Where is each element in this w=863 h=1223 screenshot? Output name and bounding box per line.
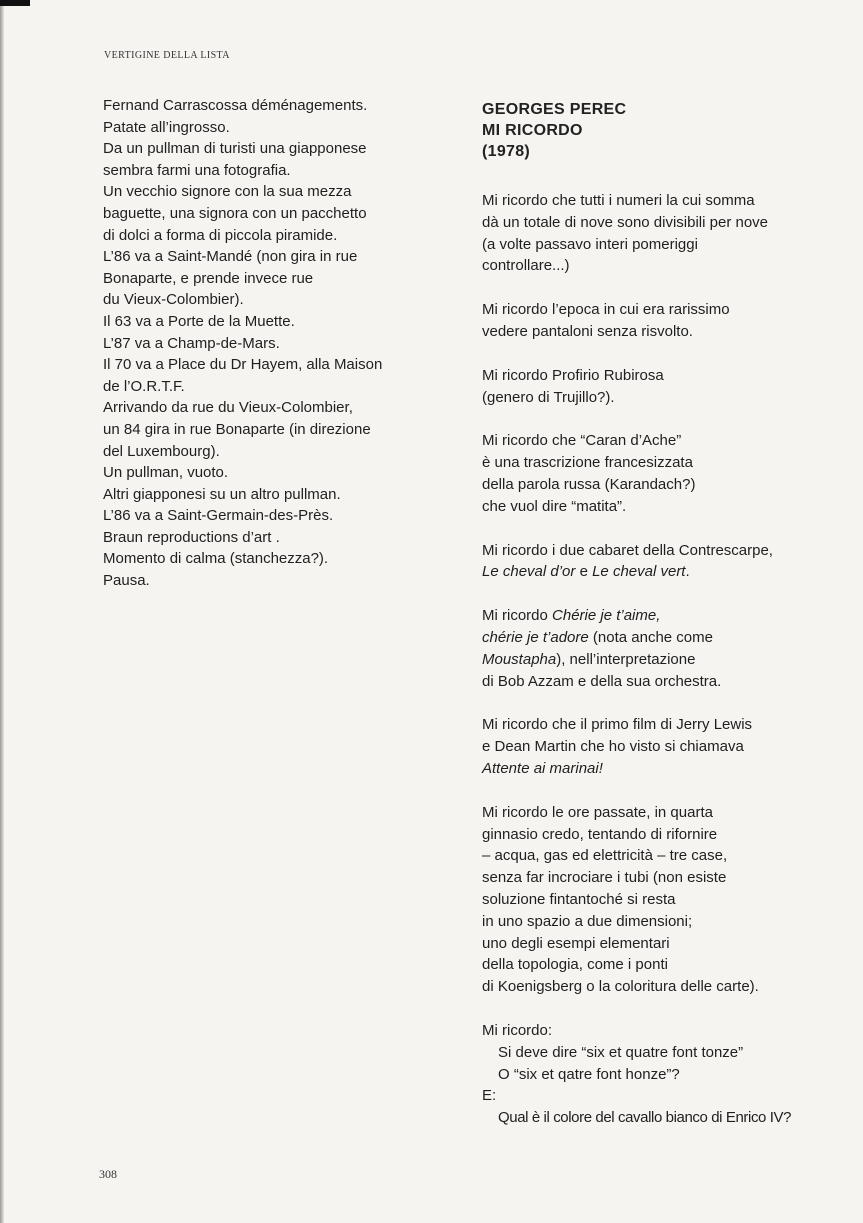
work-year: (1978): [482, 143, 531, 160]
text-line: E:: [482, 1087, 497, 1105]
text-line: Mi ricordo i due cabaret della Contrescarpe,: [482, 541, 773, 559]
left-line: Bonaparte, e prende invece rue: [103, 269, 314, 287]
italic-title: Le cheval vert: [592, 563, 686, 581]
text-line: – acqua, gas ed elettricità – tre case,: [482, 847, 728, 865]
text-line: e Dean Martin che ho visto si chiamava: [482, 738, 744, 756]
left-line: du Vieux-Colombier).: [103, 291, 244, 309]
text-line: Mi ricordo:: [482, 1021, 553, 1039]
italic-title: Chérie je t’aime,: [552, 607, 661, 625]
text-line: della parola russa (Karandach?): [482, 475, 696, 493]
text-line: soluzione fintantoché si resta: [482, 890, 676, 908]
italic-title: Le cheval d’or: [482, 563, 576, 581]
text-line: [482, 605, 832, 627]
left-line: Pausa.: [103, 572, 150, 590]
left-line: Da un pullman di turisti una giapponese: [103, 140, 367, 158]
left-line: L’87 va a Champ-de-Mars.: [103, 334, 280, 352]
text-line: Si deve dire “six et quatre font tonze”: [498, 1043, 744, 1061]
left-line: di dolci a forma di piccola piramide.: [103, 226, 338, 244]
left-line: Fernand Carrascossa déménagements.: [103, 97, 368, 114]
left-line: del Luxembourg).: [103, 442, 220, 460]
paragraph-5: [482, 540, 832, 584]
text-line: Mi ricordo le ore passate, in quarta: [482, 803, 713, 821]
paragraph-8: [482, 802, 832, 998]
page-number: 308: [99, 1167, 117, 1181]
text-fragment: ), nell’interpretazione: [556, 650, 696, 668]
left-line: Il 63 va a Porte de la Muette.: [103, 312, 295, 330]
left-line: L’86 va a Saint-Germain-des-Près.: [103, 507, 334, 525]
left-line: Un pullman, vuoto.: [103, 464, 229, 482]
text-line: ginnasio credo, tentando di rifornire: [482, 825, 718, 843]
text-line: Mi ricordo che il primo film di Jerry Lewis: [482, 716, 753, 734]
text-line: [482, 627, 832, 649]
scan-edge: [0, 0, 4, 1223]
left-line: Un vecchio signore con la sua mezza: [103, 183, 352, 201]
text-line: in uno spazio a due dimensioni;: [482, 912, 693, 930]
text-line: dà un totale di nove sono divisibili per nove: [482, 213, 769, 231]
left-line: Arrivando da rue du Vieux-Colombier,: [103, 399, 353, 417]
paragraph-4: [482, 430, 832, 517]
text-fragment: .: [685, 563, 690, 581]
left-line: Altri giapponesi su un altro pullman.: [103, 485, 341, 503]
text-line: (a volte passavo interi pomeriggi: [482, 235, 698, 253]
text-line: [482, 561, 832, 583]
section-heading: [482, 99, 832, 162]
text-line: uno degli esempi elementari: [482, 934, 670, 952]
text-line: senza far incrociare i tubi (non esiste: [482, 869, 727, 887]
text-line: [482, 649, 832, 671]
text-line: vedere pantaloni senza risvolto.: [482, 322, 693, 340]
text-line: controllare...): [482, 257, 570, 275]
paragraph-2: [482, 299, 832, 343]
italic-title: Moustapha: [482, 650, 557, 668]
text-line: O “six et qatre font honze”?: [498, 1065, 680, 1083]
text-line: della topologia, come i ponti: [482, 956, 668, 974]
text-line: Mi ricordo l’epoca in cui era rarissimo: [482, 301, 730, 319]
text-line: Qual è il colore del cavallo bianco di Enrico IV?: [498, 1109, 792, 1127]
left-line: Il 70 va a Place du Dr Hayem, alla Maison: [103, 356, 383, 374]
text-fragment: (nota anche come: [588, 628, 713, 646]
text-line: che vuol dire “matita”.: [482, 497, 627, 515]
left-line: de l’O.R.T.F.: [103, 377, 185, 395]
text-fragment: e: [575, 563, 593, 581]
paragraph-6: [482, 605, 832, 692]
text-line: Mi ricordo che “Caran d’Ache”: [482, 432, 682, 450]
left-line: sembra farmi una fotografia.: [103, 161, 291, 179]
text-fragment: Mi ricordo: [482, 607, 553, 625]
right-column: [482, 99, 832, 1129]
text-line: di Koenigsberg o la coloritura delle carte).: [482, 978, 759, 996]
left-column: [103, 95, 433, 592]
paragraph-7: [482, 714, 832, 779]
left-line: un 84 gira in rue Bonaparte (in direzione: [103, 420, 371, 438]
text-line: (genero di Trujillo?).: [482, 388, 615, 406]
author-name: GEORGES PEREC: [482, 101, 627, 118]
italic-title: Attente ai marinai!: [482, 759, 603, 777]
paragraph-3: [482, 365, 832, 409]
running-head: VERTIGINE DELLA LISTA: [104, 50, 230, 61]
paragraph-9: [482, 1020, 832, 1129]
paragraph-1: [482, 190, 832, 277]
text-line: è una trascrizione francesizzata: [482, 454, 693, 472]
left-line: L’86 va a Saint-Mandé (non gira in rue: [103, 248, 358, 266]
left-line: baguette, una signora con un pacchetto: [103, 204, 367, 222]
left-line: Patate all’ingrosso.: [103, 118, 230, 136]
text-line: Mi ricordo Profirio Rubirosa: [482, 366, 664, 384]
work-title: MI RICORDO: [482, 122, 583, 139]
scan-corner-mark: [0, 0, 30, 6]
text-line: Mi ricordo che tutti i numeri la cui somma: [482, 192, 755, 209]
left-line: Momento di calma (stanchezza?).: [103, 550, 329, 568]
text-line: [482, 758, 832, 780]
left-line: Braun reproductions d’art .: [103, 528, 280, 546]
italic-title: chérie je t’adore: [482, 628, 589, 646]
text-line: di Bob Azzam e della sua orchestra.: [482, 672, 722, 690]
